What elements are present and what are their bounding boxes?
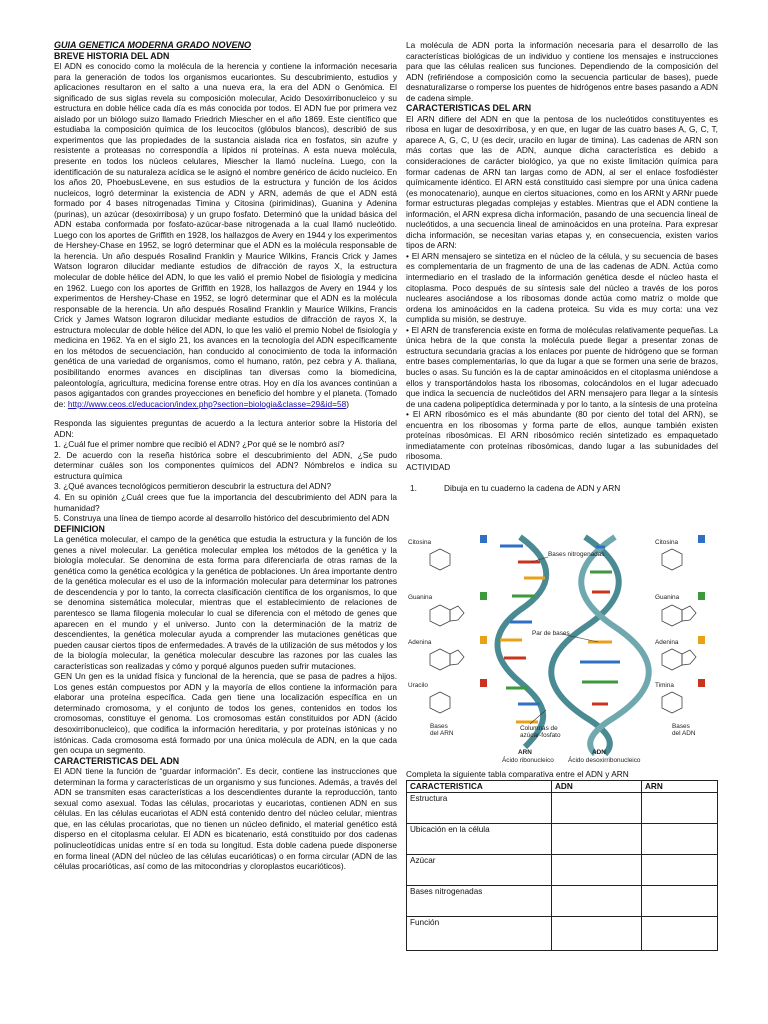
row-label: Bases nitrogenadas	[407, 886, 552, 917]
arn-type-ribosomico: • El ARN ribosómico es el más abundante (80 por ciento del total del ARN), se encuentra en los ribosomas y forma parte de ellos, aunque también existen proteínas ribosómicas. El ARN ribosómico recién sintetizado es empaquetado inmediatamente con proteínas ribosómicas, dando lugar a las subunidades del ribosoma.	[406, 409, 718, 462]
bottom-right-label-1: Bases	[672, 723, 690, 730]
adn-cell[interactable]	[552, 855, 642, 886]
right-base-label-4: Timina	[655, 682, 674, 689]
right-base-label-1: Citosina	[655, 539, 679, 546]
header-adn: ADN	[552, 781, 642, 793]
table-row	[407, 855, 718, 886]
history-paragraph	[54, 61, 397, 409]
table-row	[407, 793, 718, 824]
adn-full-name: Ácido desoxirribonucleico	[568, 757, 641, 764]
dna-rna-diagram	[400, 532, 710, 764]
arn-type-transferencia: • El ARN de transferencia existe en forma de moléculas relativamente pequeñas. La única hebra de la que consta la molécula puede llegar a presentar zonas de estructura secundaria gracias a los enlaces por puente de hidrógeno que se forman entre bases complementarias, lo que da lugar a que se formen una serie de brazos, bucles o asas. Su función es la de captar aminoácidos en el citoplasma uniéndose a ellos y transportándolos hasta los ribosomas, colocándolos en el lugar adecuado que indica la secuencia de nucleótidos del ARN mensajero para llegar a la síntesis de una cadena polipeptídica determinada y por lo tanto, a la síntesis de una proteína	[406, 324, 718, 409]
question-4: 4. En su opinión ¿Cuál crees que fue la importancia del descubrimiento del ADN para la humanidad?	[54, 491, 397, 513]
source-link[interactable]: http://www.ceos.cl/educacion/index.php?section=biologia&classe=29&id=58	[67, 398, 347, 409]
adn-info-paragraph: La molécula de ADN porta la información necesaria para el desarrollo de las características biológicas de un individuo y contiene los mensajes e instrucciones para que las células realicen sus funciones. Dependiendo de la composición del ADN (refiriéndose a composición como la secuencia particular de bases), puede desnaturalizarse o romperse los puentes de hidrógenos entre bases pasando a ADN de cadena simple.	[406, 40, 718, 103]
adn-name: ADN	[592, 749, 606, 756]
activity-text: Dibuja en tu cuaderno la cadena de ADN y ARN	[444, 483, 621, 494]
definition-paragraph: La genética molecular, el campo de la genética que estudia la estructura y la función de los genes a nivel molecular. La genética molecular emplea los métodos de la genética y la biología molecular. Se denomina de esta forma para diferenciarla de otras ramas de la genética como la genética ecológica y la genética de poblaciones. Un área importante dentro de la genética molecular es el uso de la información molecular para determinar los patrones de descendencia y por lo tanto, la correcta clasificación científica de los organismos, lo que se denomina sistemática molecular, mientras que el establecimiento de relaciones de parentesco se llama filogenia molecular lo cual se diferencia con el método de genes que aparecen en el mundo y el universo. Junto con la determinación de la matriz de descendientes, la genética molecular ayuda a comprender las mutaciones genéticas que pueden causar ciertos tipos de enfermedades. A través de la utilización de sus métodos y los de la biología molecular, la genética molecular descubre las razones por las cuales las características son realizadas y cómo y porqué algunos pueden sufrir mutaciones.	[54, 534, 397, 671]
arn-cell[interactable]	[642, 886, 718, 917]
right-base-label-3: Adenina	[655, 639, 679, 646]
adn-features-paragraph: El ADN tiene la función de “guardar información”. Es decir, contiene las instrucciones que determinan la forma y características de un organismo y sus funciones. Además, a través del ADN se transmiten esas características a los descendientes durante la reproducción, tanto sexual como asexual. Todas las células, procariotas y eucariotas, contienen ADN en sus células. En las células eucariotas el ADN está contenido dentro del núcleo celular, mientras que, en las células procariotas, que no tienen un núcleo definido, el material genético está disperso en el citoplasma celular. El ADN es bicatenario, está constituido por dos cadenas polinucleotídicas unidas entre sí en toda su longitud. Esta doble cadena puede disponerse en forma lineal (ADN del núcleo de las células eucarióticas) o en forma circular (ADN de las células procarióticas, así como de las mitocondrias y cloroplastos eucarióticos).	[54, 766, 397, 872]
left-base-square-c	[480, 535, 487, 543]
right-base-square-a	[698, 636, 705, 644]
right-column	[406, 40, 718, 494]
bottom-left-label-1: Bases	[430, 723, 448, 730]
label-columnas-2: azúcar-fosfato	[520, 732, 561, 739]
adn-cell[interactable]	[552, 917, 642, 951]
label-bases-nitrogenadas: Bases nitrogenadas	[548, 551, 605, 558]
left-base-label-1: Citosina	[408, 539, 432, 546]
row-label: Ubicación en la célula	[407, 824, 552, 855]
adn-cell[interactable]	[552, 793, 642, 824]
header-caracteristica: CARACTERISTICA	[407, 781, 552, 793]
left-base-label-2: Guanina	[408, 594, 433, 601]
table-row	[407, 824, 718, 855]
heading-adn-features: CARACTERISTICAS DEL ADN	[54, 755, 180, 766]
source-close: )	[346, 398, 349, 409]
questions-intro: Responda las siguientes preguntas de acuerdo a la lectura anterior sobre la Historia del ADN:	[54, 418, 397, 439]
arn-cell[interactable]	[642, 917, 718, 951]
header-arn: ARN	[642, 781, 718, 793]
heading-arn-features: CARACTERISTICAS DEL ARN	[406, 103, 532, 114]
right-base-square-g	[698, 592, 705, 600]
adn-cell[interactable]	[552, 824, 642, 855]
table-row	[407, 917, 718, 951]
label-columnas-1: Columnas de	[520, 725, 558, 732]
row-label: Azúcar	[407, 855, 552, 886]
left-base-square-u	[480, 679, 487, 687]
heading-definition: DEFINICION	[54, 523, 105, 534]
right-base-square-t	[698, 679, 705, 687]
question-2: 2. De acuerdo con la reseña histórica sobre el descubrimiento del ADN, ¿Se pudo determinar cuáles son los componentes químicos del ADN? Nómbrelos e indica su estructura química	[54, 449, 397, 481]
arn-cell[interactable]	[642, 824, 718, 855]
bottom-right-label-2: del ADN	[672, 730, 696, 737]
history-text: El ADN es conocido como la molécula de la herencia y contiene la información necesaria para la generación de todos los organismos eucariontes. Su descubrimiento, estudios y aplicaciones resultaron en el salto a una nueva era, la era del ADN o Genómica. El significado de sus siglas revela su composición molecular, Acido Desoxirribonucleico y su estructura en doble hélice cada día es más conocida por todos. El ADN fue por primera vez aislado por un biólogo suizo llamado Friedrich Miescher en el año 1869. Este científico que estudiaba la composición química de los leucocitos (glóbulos blancos), describió de sus experimentos que las propiedades de la sustancia aislada rica en fosfatos, sin azufre y resistente a proteasas no correspondía a lípidos ni proteínas. A esta nueva molécula, presente en todos los núcleos celulares, Miescher la llamó nucleína. Luego, con la identificación de su naturaleza acídica se le asignó el nombre genérico de ácido nucleico. En los años 20, PhoebusLevene, en sus estudios de la estructura y función de los ácidos nucleicos, logró determinar la existencia de ADN y ARN, además de que el ADN está formado por 4 bases nitrogenadas Timina y Citosina (pirimidinas), Guanina y Adenina (purinas), un azúcar (desoxirribosa) y un grupo fosfato. Determinó que la unidad básica del ADN estaba conformada por fosfato-azúcar-base nitrogenada a la cual llamó nucleótido. Luego con los aportes de Griffith en 1928, los hallazgos de Avery en 1944 y los experimentos de Hershey-Chase en 1952, se logró determinar que el ADN es la molécula responsable de la herencia. Un año después Rosalind Franklin y Maurice Wilkins, Francis Crick y James Watson lograron dilucidar mediante estudios de difracción de rayos X, la estructura molecular de doble hélice del ADN, lo que les valió el premio Nobel de fisiología y medicina en 1962. Luego con los aportes de Griffith en 1928, los hallazgos de Avery en 1944 y los experimentos de Hershey-Chase en 1952, se logró determinar que el ADN es la molécula responsable de la herencia. Un año después Rosalind Franklin y Maurice Wilkins, Francis Crick y James Watson lograron dilucidar mediante estudios de difracción de rayos X, la estructura molecular de doble hélice del ADN, lo que les valió el premio Nobel de fisiología y medicina en 1962. Ya en el siglo 21, los avances en la tecnología del ADN específicamente en los métodos de secuenciación, han conducido al conocimiento de toda la información genética de una variedad de organismos, como el humano, ratón, pez cebra y A. thaliana, posibilitando enormes avances en disciplinas tan diversas como la biomedicina, paleontología, agricultura, medicina forense entre otras. Hoy en día los avances continúan a pasos agigantados con grandes proyecciones en beneficio del hombre y el planeta. (Tomado de:	[54, 61, 397, 409]
question-1: 1. ¿Cuál fue el primer nombre que recibió el ADN? ¿Por qué se le nombró así?	[54, 439, 345, 450]
right-base-label-2: Guanina	[655, 594, 680, 601]
table-row	[407, 886, 718, 917]
bottom-left-label-2: del ARN	[430, 730, 454, 737]
right-base-square-c	[698, 535, 705, 543]
arn-cell[interactable]	[642, 855, 718, 886]
question-3: 3. ¿Qué avances tecnológicos permitieron descubrir la estructura del ADN?	[54, 481, 332, 492]
gene-paragraph: GEN Un gen es la unidad física y funcional de la herencia, que se pasa de padres a hijos. Los genes están compuestos por ADN y la mayoría de ellos contiene la información para elaborar una proteína específica. Cada gen tiene una localización específica en un determinado cromosoma, y el conjunto de todos los genes, contenidos en todos los cromosomas, constituye el genoma. Los cromosomas están constituidos por ADN (ácido desoxirribonucleico), que codifica la información hereditaria, y por proteínas istónicas y no istónicas. Cada cromosoma está formado por una única molécula de ADN, en la que cada gen ocupa un segmento.	[54, 671, 397, 756]
arn-full-name: Ácido ribonucleico	[502, 757, 554, 764]
table-header-row	[407, 781, 718, 793]
left-base-square-a	[480, 636, 487, 644]
left-base-label-3: Adenina	[408, 639, 432, 646]
left-base-square-g	[480, 592, 487, 600]
arn-type-mensajero: • El ARN mensajero se sintetiza en el núcleo de la célula, y su secuencia de bases es complementaria de un fragmento de una de las cadenas de ADN. Actúa como intermediario en el traslado de la información genética desde el núcleo hasta el citoplasma. Poco después de su síntesis sale del núcleo a través de los poros nucleares asociándose a los ribosomas donde actúa como matriz o molde que ordena los aminoácidos en la cadena proteica. Su vida es muy corta: una vez cumplida su misión, se destruye.	[406, 250, 718, 325]
row-label: Función	[407, 917, 552, 951]
table-caption: Completa la siguiente tabla comparativa entre el ADN y ARN	[406, 769, 629, 779]
left-column	[54, 40, 397, 872]
activity-item-1	[406, 483, 718, 494]
arn-cell[interactable]	[642, 793, 718, 824]
row-label: Estructura	[407, 793, 552, 824]
comparison-table	[406, 780, 718, 951]
arn-name: ARN	[518, 749, 532, 756]
activity-number: 1.	[410, 483, 417, 494]
question-5: 5. Construya una línea de tiempo acorde al desarrollo histórico del descubrimiento del ADN	[54, 513, 390, 524]
left-base-label-4: Uracilo	[408, 682, 428, 689]
label-par-de-bases: Par de bases	[532, 630, 570, 637]
adn-cell[interactable]	[552, 886, 642, 917]
activity-heading: ACTIVIDAD	[406, 461, 451, 472]
arn-paragraph: El ARN difiere del ADN en que la pentosa de los nucleótidos constituyentes es ribosa en lugar de desoxirribosa, y en que, en lugar de las cuatro bases A, G, C, T, aparece A, G, C, U (es decir, uracilo en lugar de timina). Las cadenas de ARN son más cortas que las de ADN, aunque dicha característica es debido a consideraciones de carácter biológico, ya que no existe limitación química para formar cadenas de ARN tan largas como de ADN, al ser el enlace fosfodiéster químicamente idéntico. El ARN está constituido casi siempre por una única cadena (es monocatenario), aunque en ciertos situaciones, como en los ARNt y ARNr puede formar estructuras plegadas complejas y estables. Mientras que el ADN contiene la información, el ARN expresa dicha información, pasando de una secuencia lineal de nucleótidos, a una secuencia lineal de aminoácidos en una proteína. Para expresar dicha información, se necesitan varias etapas y, en consecuencia, existen varios tipos de ARN:	[406, 113, 718, 251]
heading-brief-history: BREVE HISTORIA DEL ADN	[54, 50, 170, 61]
document-title: GUIA GENETICA MODERNA GRADO NOVENO	[54, 40, 252, 50]
